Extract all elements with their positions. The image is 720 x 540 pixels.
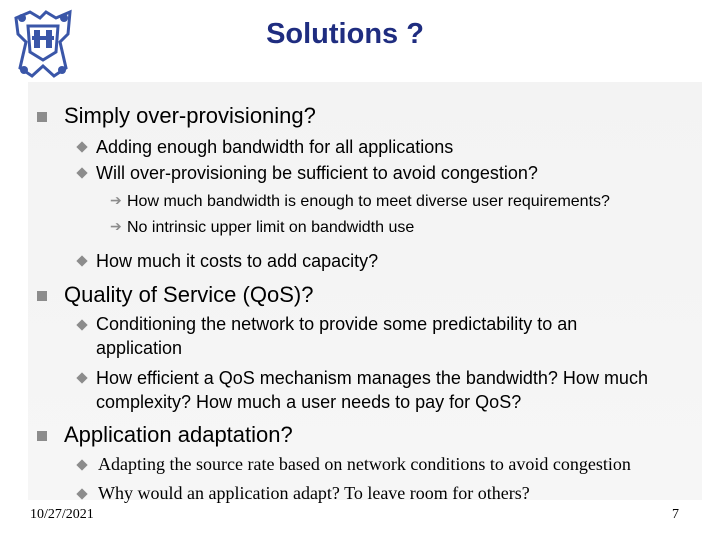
bullet-2-sub-1: Conditioning the network to provide some predictability to an application [96, 314, 578, 358]
bullet-3-text: Application adaptation? [64, 422, 293, 447]
bullet-1-sub-1: Adding enough bandwidth for all applications [96, 137, 454, 157]
bullet-1-arrow-2: No intrinsic upper limit on bandwidth use [127, 219, 415, 236]
bullet-2-sub-2: How efficient a QoS mechanism manages the bandwidth? How much complexity? How much a user needs to pay for QoS? [96, 368, 648, 412]
slide-title: Solutions ? [266, 18, 424, 50]
arrow-right-icon: ➔ [110, 218, 122, 234]
page-number: 7 [672, 507, 679, 522]
footer-date: 10/27/2021 [30, 507, 94, 522]
square-bullet-icon [37, 431, 47, 441]
bullet-1-text: Simply over-provisioning? [64, 103, 316, 128]
bullet-1-sub-3: How much it costs to add capacity? [96, 251, 379, 271]
arrow-right-icon: ➔ [110, 192, 122, 208]
bullet-1-sub-2: Will over-provisioning be sufficient to avoid congestion? [96, 163, 538, 183]
bullet-3-sub-2: Why would an application adapt? To leave room for others? [98, 483, 530, 503]
square-bullet-icon [37, 112, 47, 122]
bullet-1-arrow-1: How much bandwidth is enough to meet diverse user requirements? [127, 193, 610, 210]
square-bullet-icon [37, 291, 47, 301]
bullet-3-sub-1: Adapting the source rate based on network conditions to avoid congestion [98, 454, 631, 474]
bullet-2-text: Quality of Service (QoS)? [64, 282, 314, 307]
